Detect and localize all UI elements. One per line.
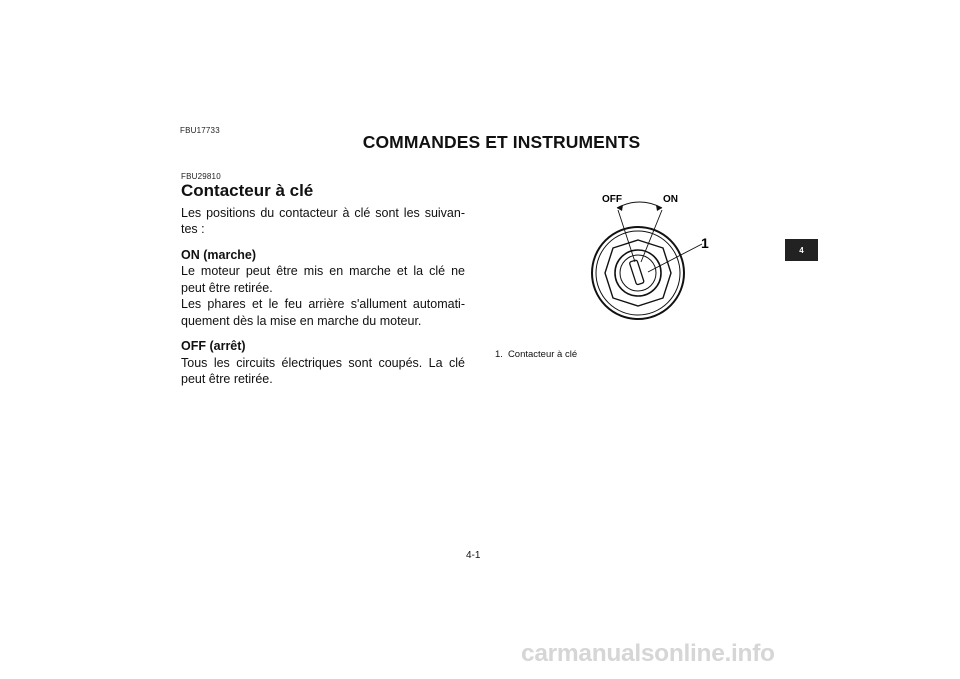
- section-title: Contacteur à clé: [181, 181, 314, 200]
- key-switch-illustration: [590, 186, 710, 332]
- page-number: 4-1: [466, 550, 481, 561]
- on-paragraph-2: Les phares et le feu arrière s'allument automati-quement dès la mise en marche du moteur.: [181, 297, 465, 328]
- section-content: [181, 172, 465, 388]
- off-paragraph: Tous les circuits électriques sont coupés. La clé peut être retirée.: [181, 355, 465, 387]
- on-paragraph-1: Le moteur peut être mis en marche et la clé ne peut être retirée.: [181, 264, 465, 295]
- figure-caption: [495, 349, 582, 360]
- off-heading: OFF (arrêt): [181, 339, 246, 354]
- key-switch-figure: [590, 186, 710, 332]
- off-label: OFF: [602, 194, 622, 205]
- rotation-arc: [617, 202, 662, 208]
- on-heading: ON (marche): [181, 247, 257, 262]
- doc-code: FBU17733: [180, 126, 220, 135]
- section-code: FBU29810: [181, 172, 221, 181]
- chapter-title: COMMANDES ET INSTRUMENTS: [362, 132, 641, 152]
- caption-text: Contacteur à clé: [507, 349, 578, 360]
- on-label: ON: [663, 194, 678, 205]
- intro-paragraph: Les positions du contacteur à clé sont les suivan-tes :: [181, 205, 465, 237]
- caption-number: 1.: [495, 349, 503, 360]
- chapter-tab: 4: [785, 239, 818, 261]
- arc-arrowhead-right: [656, 205, 662, 211]
- callout-number: 1: [701, 235, 709, 251]
- watermark: carmanualsonline.info: [521, 640, 775, 667]
